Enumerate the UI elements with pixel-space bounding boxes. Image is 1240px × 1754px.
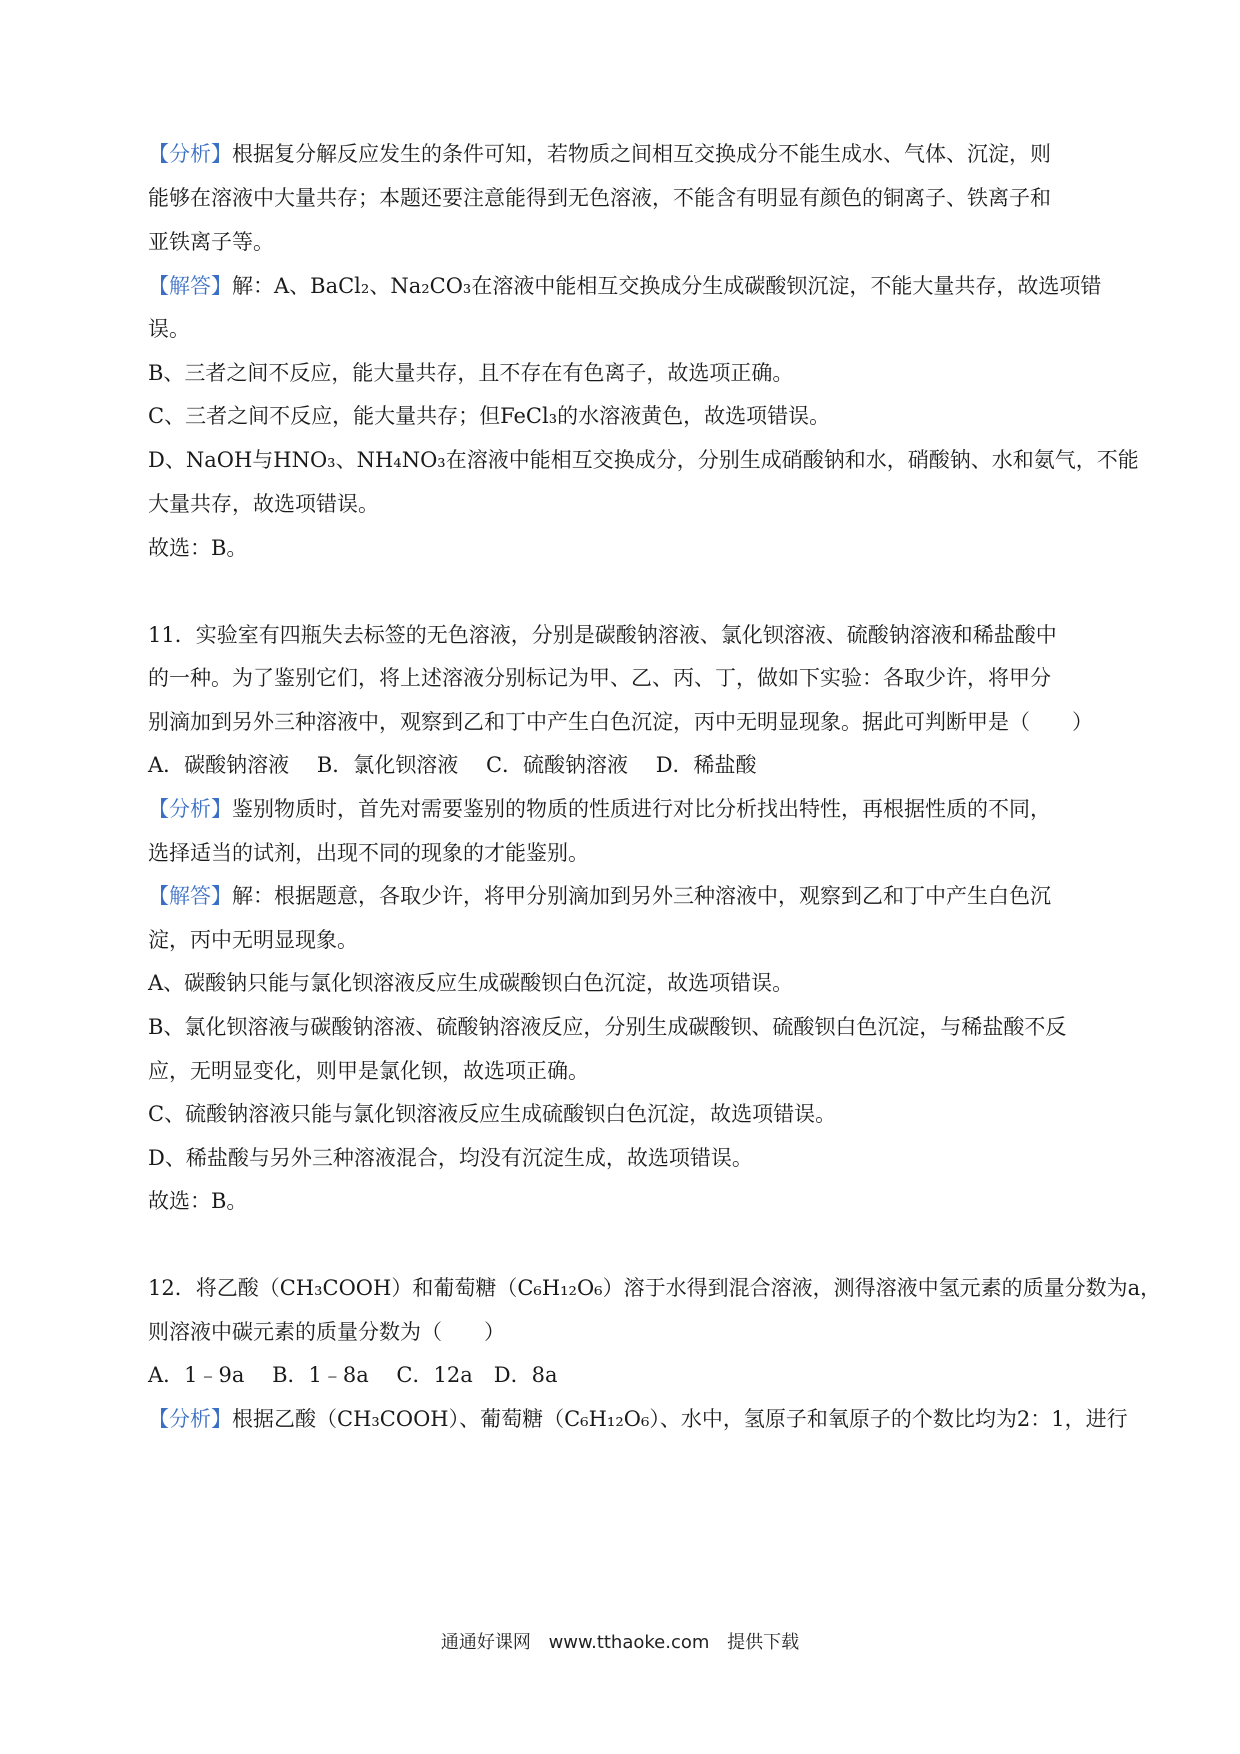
q12-analysis-line-1: 【分析】根据乙酸（CH₃COOH）、葡萄糖（C₆H₁₂O₆）、水中，氢原子和氧原子的个数比均为2：1，进行 [148, 1407, 1128, 1431]
footer-site-name: 通通好课网 [440, 1632, 531, 1653]
q11-answer-line-2: 淀，丙中无明显现象。 [148, 928, 358, 952]
q11-options: A．碳酸钠溶液 B．氯化钡溶液 C．硫酸钠溶液 D．稀盐酸 [148, 753, 757, 777]
q11-analysis-line-1: 【分析】鉴别物质时，首先对需要鉴别的物质的性质进行对比分析找出特性，再根据性质的不同， [148, 797, 1051, 821]
analysis-tag: 【分析】 [148, 1407, 232, 1431]
q11-answer-line-1: 【解答】解：根据题意，各取少许，将甲分别滴加到另外三种溶液中，观察到乙和丁中产生白色沉 [148, 884, 1051, 908]
q11-answer-option-d: D、稀盐酸与另外三种溶液混合，均没有沉淀生成，故选项错误。 [148, 1146, 753, 1170]
q10-analysis-line-1: 【分析】根据复分解反应发生的条件可知，若物质之间相互交换成分不能生成水、气体、沉淀，则 [148, 142, 1051, 166]
q10-final-choice: 故选：B。 [148, 536, 248, 560]
q11-answer-option-a: A、碳酸钠只能与氯化钡溶液反应生成碳酸钡白色沉淀，故选项错误。 [148, 971, 794, 995]
q11-final-choice: 故选：B。 [148, 1189, 248, 1213]
q12-stem-line-2: 则溶液中碳元素的质量分数为（ ） [148, 1320, 505, 1344]
q11-stem-line-1: 11．实验室有四瓶失去标签的无色溶液，分别是碳酸钠溶液、氯化钡溶液、硫酸钠溶液和稀盐酸中 [148, 623, 1057, 647]
q10-analysis-line-3: 亚铁离子等。 [148, 230, 274, 254]
analysis-tag: 【分析】 [148, 142, 232, 166]
q11-answer-option-c: C、硫酸钠溶液只能与氯化钡溶液反应生成硫酸钡白色沉淀，故选项错误。 [148, 1102, 837, 1126]
q10-answer-option-d-line-2: 大量共存，故选项错误。 [148, 492, 379, 516]
footer-note: 提供下载 [727, 1632, 800, 1653]
q12-stem-line-1: 12．将乙酸（CH₃COOH）和葡萄糖（C₆H₁₂O₆）溶于水得到混合溶液，测得溶液中氢元素的质量分数为a， [148, 1276, 1162, 1300]
page-footer [0, 1630, 1240, 1656]
q10-answer-option-d-line-1: D、NaOH与HNO₃、NH₄NO₃在溶液中能相互交换成分，分别生成硝酸钠和水，硝酸钠、水和氨气，不能 [148, 448, 1139, 472]
footer-url: www.tthaoke.com [548, 1632, 710, 1653]
q10-answer-option-b: B、三者之间不反应，能大量共存，且不存在有色离子，故选项正确。 [148, 361, 794, 385]
answer-tag: 【解答】 [148, 884, 232, 908]
q12-options: A．1﹣9a B．1﹣8a C．12a D．8a [148, 1363, 558, 1387]
q11-stem-line-3: 别滴加到另外三种溶液中，观察到乙和丁中产生白色沉淀，丙中无明显现象。据此可判断甲是（ ） [148, 710, 1093, 734]
analysis-tag: 【分析】 [148, 797, 232, 821]
q11-stem-line-2: 的一种。为了鉴别它们，将上述溶液分别标记为甲、乙、丙、丁，做如下实验：各取少许，将甲分 [148, 666, 1051, 690]
q11-answer-option-b-line-1: B、氯化钡溶液与碳酸钠溶液、硫酸钠溶液反应，分别生成碳酸钡、硫酸钡白色沉淀，与稀盐酸不反 [148, 1015, 1067, 1039]
q11-analysis-line-2: 选择适当的试剂，出现不同的现象的才能鉴别。 [148, 841, 589, 865]
answer-tag: 【解答】 [148, 274, 232, 298]
q10-answer-option-c: C、三者之间不反应，能大量共存；但FeCl₃的水溶液黄色，故选项错误。 [148, 404, 831, 428]
q10-analysis-line-2: 能够在溶液中大量共存；本题还要注意能得到无色溶液，不能含有明显有颜色的铜离子、铁离子和 [148, 186, 1051, 210]
q11-answer-option-b-line-2: 应，无明显变化，则甲是氯化钡，故选项正确。 [148, 1059, 589, 1083]
q10-answer-line-2: 误。 [148, 317, 190, 341]
q10-answer-line-1: 【解答】解：A、BaCl₂、Na₂CO₃在溶液中能相互交换成分生成碳酸钡沉淀，不能大量共存，故选项错 [148, 274, 1102, 298]
